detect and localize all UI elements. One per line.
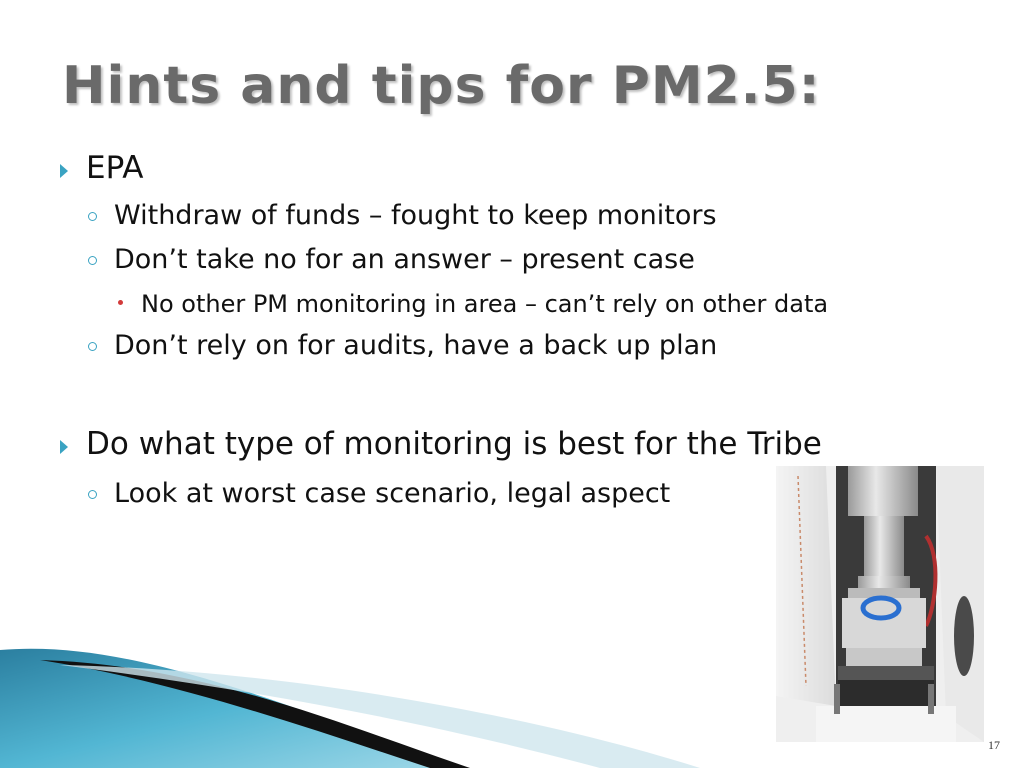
bullet-level2: Don’t take no for an answer – present case	[114, 244, 695, 275]
bullet-arrow-icon	[60, 440, 68, 454]
bullet-level2: Withdraw of funds – fought to keep monitors	[114, 200, 717, 231]
bullet-dot-icon	[118, 300, 123, 305]
bullet-ring-icon	[88, 490, 97, 499]
bullet-level2: Look at worst case scenario, legal aspect	[114, 478, 671, 509]
slide-number: 17	[988, 738, 1000, 752]
bullet-level1: Do what type of monitoring is best for the Tribe	[86, 426, 822, 462]
bullet-arrow-icon	[60, 164, 68, 178]
bullet-ring-icon	[88, 256, 97, 265]
bullet-ring-icon	[88, 342, 97, 351]
monitor-equipment-photo	[776, 466, 984, 742]
slide-title: Hints and tips for PM2.5:	[62, 56, 821, 116]
bullet-level3: No other PM monitoring in area – can’t rely on other data	[141, 290, 829, 318]
bullet-ring-icon	[88, 212, 97, 221]
bullet-level1: EPA	[86, 150, 144, 186]
bullet-level2: Don’t rely on for audits, have a back up plan	[114, 330, 718, 361]
